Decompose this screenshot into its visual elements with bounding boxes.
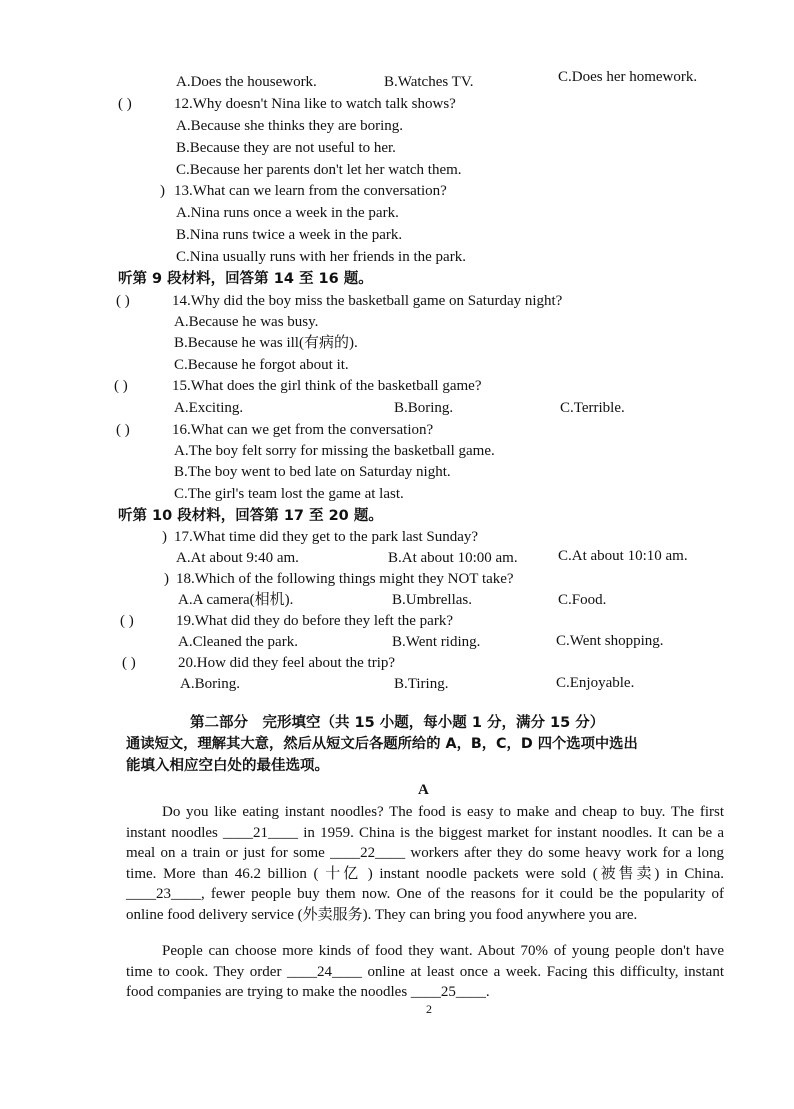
q12-option-c: C.Because her parents don't let her watch them. [176,162,462,178]
q13-option-b: B.Nina runs twice a week in the park. [176,227,403,243]
q16-option-a: A.The boy felt sorry for missing the basketball game. [174,443,495,459]
q14-stem: 14.Why did the boy miss the basketball game on Saturday night? [172,293,563,309]
q15-answer-bracket[interactable]: ( ) [114,378,128,394]
q13-answer-bracket[interactable]: ) [160,183,165,199]
q15-option-a: A.Exciting. [174,400,244,416]
q14-option-a: A.Because he was busy. [174,314,319,330]
section-10-instruction: 听第 10 段材料，回答第 17 至 20 题。 [118,508,383,524]
q12-stem: 12.Why doesn't Nina like to watch talk shows? [174,96,456,112]
q18-stem: 18.Which of the following things might they NOT take? [176,571,514,587]
q13-option-a: A.Nina runs once a week in the park. [176,205,399,221]
q13-stem: 13.What can we learn from the conversation? [174,183,447,199]
q15-stem: 15.What does the girl think of the basketball game? [172,378,482,394]
q19-option-b: B.Went riding. [392,634,481,650]
q18-option-b: B.Umbrellas. [392,592,472,608]
q19-option-c: C.Went shopping. [556,633,664,649]
page-number: 2 [426,1002,432,1016]
part-2-instruction-line-1: 通读短文，理解其大意，然后从短文后各题所给的 A，B，C，D 四个选项中选出 [126,736,638,752]
q11-option-c: C.Does her homework. [558,69,698,85]
q18-option-a: A.A camera(相机). [178,592,294,608]
q20-answer-bracket[interactable]: ( ) [122,655,136,671]
q17-option-a: A.At about 9:40 am. [176,550,299,566]
q14-option-c: C.Because he forgot about it. [174,357,349,373]
passage-label: A [418,782,429,798]
q15-option-b: B.Boring. [394,400,454,416]
q19-option-a: A.Cleaned the park. [178,634,298,650]
q17-stem: 17.What time did they get to the park last Sunday? [174,529,479,545]
q16-option-c: C.The girl's team lost the game at last. [174,486,404,502]
q18-option-c: C.Food. [558,592,607,608]
q20-option-a: A.Boring. [180,676,240,692]
q16-stem: 16.What can we get from the conversation? [172,422,434,438]
q12-answer-bracket[interactable]: ( ) [118,96,132,112]
passage-paragraph-1: Do you like eating instant noodles? The food is easy to make and cheap to buy. The first instant noodles ____21____ in 1959. China is the biggest market for instant noodles. It can be a meal on a train or just for some ____22____ workers after they do some heavy work for a long time. More than 46.2 billion ( 十亿 ) instant noodle packets were sold (被售卖) in China. ____23____, fewer people buy them now. One of the reasons for it could be the popularity of online food delivery service (外卖服务). They can bring you food anywhere you are. [126,804,724,923]
q14-option-b: B.Because he was ill(有病的). [174,335,358,351]
q16-answer-bracket[interactable]: ( ) [116,422,130,438]
q20-stem: 20.How did they feel about the trip? [178,655,396,671]
q18-answer-bracket[interactable]: ) [164,571,169,587]
section-9-instruction: 听第 9 段材料，回答第 14 至 16 题。 [118,271,373,287]
q17-option-c: C.At about 10:10 am. [558,548,688,564]
q14-answer-bracket[interactable]: ( ) [116,293,130,309]
q19-answer-bracket[interactable]: ( ) [120,613,134,629]
q12-option-a: A.Because she thinks they are boring. [176,118,404,134]
q13-option-c: C.Nina usually runs with her friends in the park. [176,249,466,265]
q12-option-b: B.Because they are not useful to her. [176,140,396,156]
q15-option-c: C.Terrible. [560,400,625,416]
q20-option-c: C.Enjoyable. [556,675,635,691]
passage-paragraph-2: People can choose more kinds of food they want. About 70% of young people don't have time to cook. They order ____24____ online at least once a week. Facing this difficulty, instant food companies are trying to make the noodles ____25____. [126,943,724,1000]
q17-option-b: B.At about 10:00 am. [388,550,518,566]
q17-answer-bracket[interactable]: ) [162,529,167,545]
q11-option-b: B.Watches TV. [384,74,474,90]
part-2-title: 第二部分 完形填空（共 15 小题，每小题 1 分，满分 15 分） [190,715,605,731]
q20-option-b: B.Tiring. [394,676,449,692]
q11-option-a: A.Does the housework. [176,74,317,90]
q16-option-b: B.The boy went to bed late on Saturday night. [174,464,451,480]
part-2-instruction-line-2: 能填入相应空白处的最佳选项。 [126,758,329,774]
q19-stem: 19.What did they do before they left the park? [176,613,453,629]
